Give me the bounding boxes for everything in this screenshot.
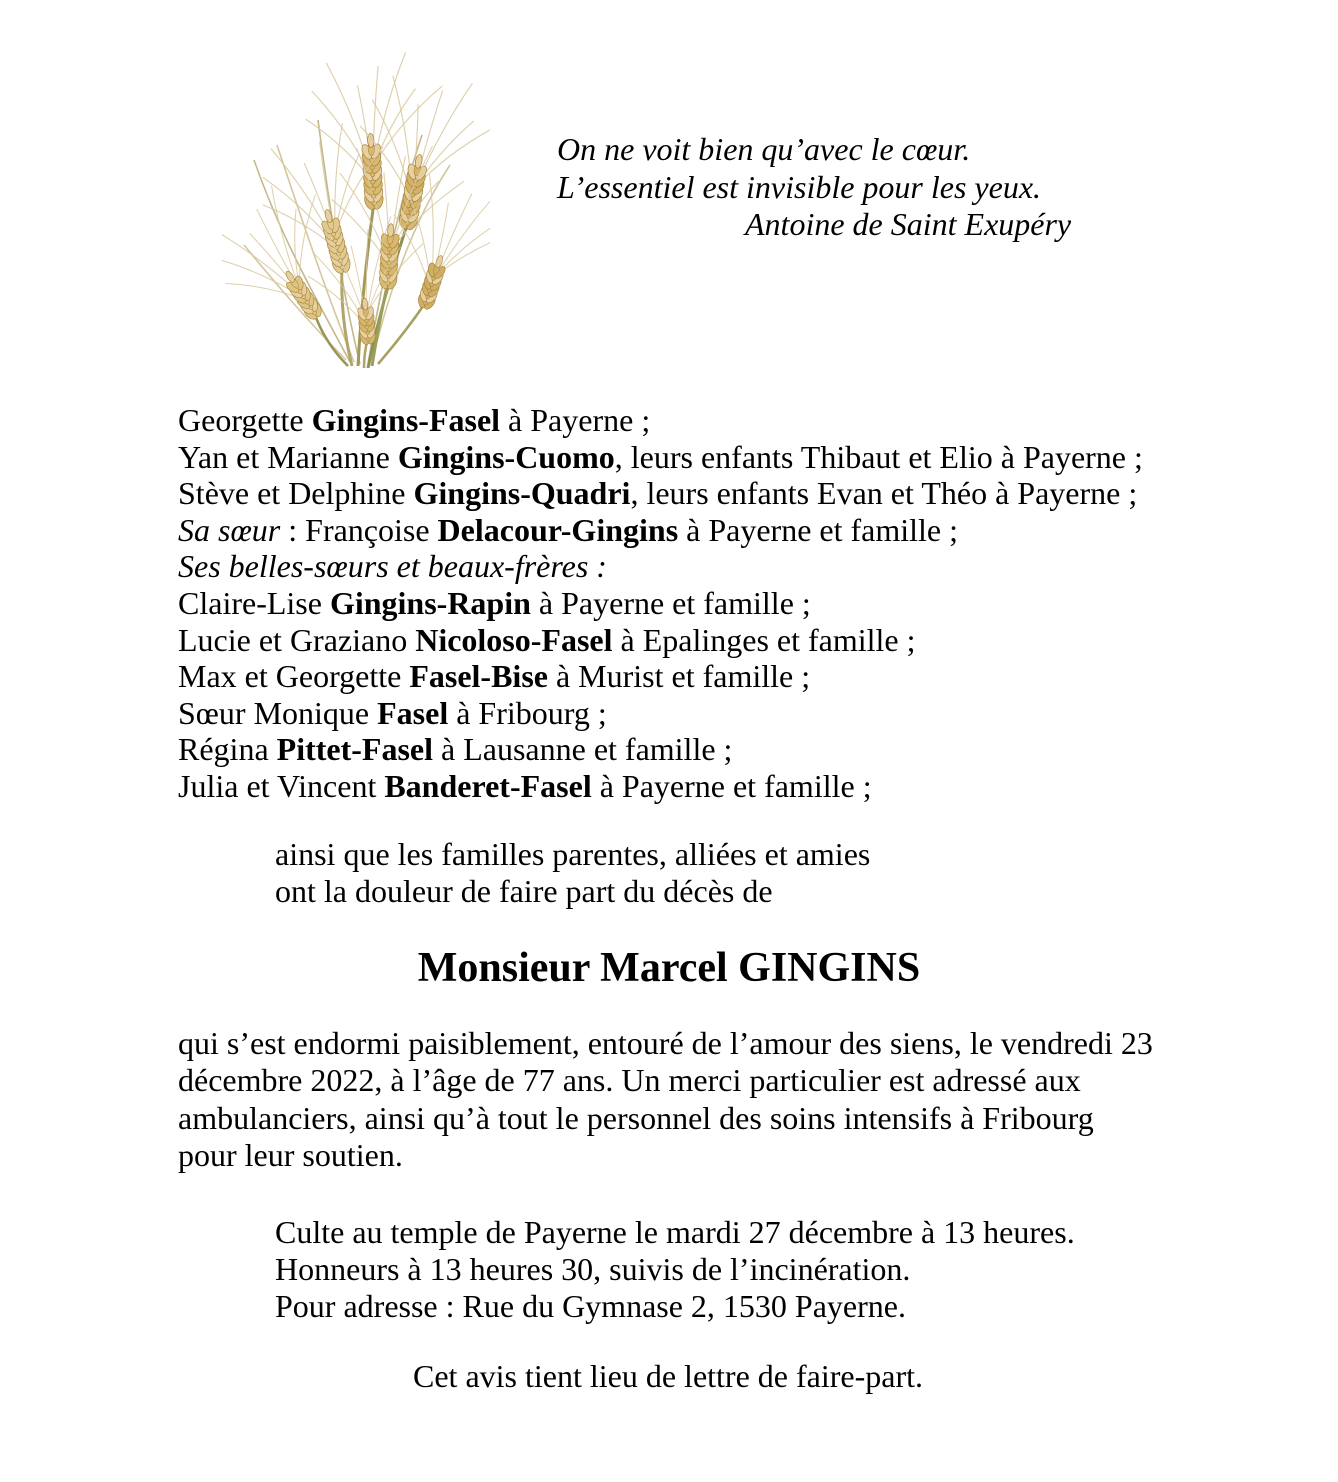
service-details-block (275, 1214, 1075, 1325)
deceased-name-title: Monsieur Marcel GINGINS (417, 945, 921, 991)
quote-line-2: L’essentiel est invisible pour les yeux. (557, 168, 1042, 205)
family-text: à Fribourg ; (448, 694, 607, 731)
death-notice-paragraph (178, 1025, 1153, 1174)
announcement-block (275, 836, 870, 910)
family-list-line (178, 475, 1143, 512)
family-text: Sa sœur (178, 511, 281, 548)
quote-attribution: Antoine de Saint Exupéry (745, 206, 1072, 242)
family-text: à Payerne ; (500, 402, 651, 438)
family-list-line (178, 585, 1143, 622)
epigraph-quote (557, 131, 1071, 244)
family-list-line (178, 768, 1143, 805)
family-name-bold: Gingins-Fasel (311, 402, 501, 438)
family-text: , leurs enfants Evan et Théo à Payerne ; (630, 475, 1138, 512)
family-text: Sœur Monique (178, 694, 378, 731)
family-text: Ses belles-sœurs et beaux-frères : (178, 548, 607, 585)
family-list-line (178, 402, 1143, 439)
family-text: à Payerne et famille ; (678, 511, 959, 548)
family-list-line (178, 622, 1143, 659)
family-text: Georgette (178, 402, 312, 438)
family-name-bold: Banderet-Fasel (384, 767, 592, 804)
family-text: à Payerne et famille ; (591, 767, 872, 804)
wheat-bouquet-image (222, 50, 490, 368)
text-line: pour leur soutien. (178, 1136, 403, 1173)
closing-line: Cet avis tient lieu de lettre de faire-part. (413, 1358, 923, 1394)
family-name-bold: Gingins-Cuomo (397, 438, 615, 475)
family-text: à Epalinges et famille ; (612, 621, 916, 658)
text-line: ambulanciers, ainsi qu’à tout le personnel des soins intensifs à Fribourg (178, 1099, 1094, 1136)
text-line: ainsi que les familles parentes, alliées et amies (275, 836, 871, 872)
text-line: qui s’est endormi paisiblement, entouré de l’amour des siens, le vendredi 23 (178, 1025, 1153, 1061)
family-list-line (178, 695, 1143, 732)
family-text: Régina (178, 731, 277, 768)
family-text: Julia et Vincent (178, 767, 385, 804)
text-line: décembre 2022, à l’âge de 77 ans. Un merci particulier est adressé aux (178, 1062, 1081, 1099)
family-name-bold: Gingins-Rapin (329, 584, 531, 621)
family-name-bold: Fasel-Bise (409, 658, 548, 695)
family-list-line (178, 512, 1143, 549)
text-line: Pour adresse : Rue du Gymnase 2, 1530 Payerne. (275, 1288, 906, 1324)
text-line: ont la douleur de faire part du décès de (275, 873, 773, 909)
family-name-bold: Nicoloso-Fasel (415, 621, 613, 658)
family-text: , leurs enfants Thibaut et Elio à Payerne ; (614, 438, 1143, 475)
family-name-bold: Pittet-Fasel (276, 731, 433, 768)
family-text: Claire-Lise (178, 584, 330, 621)
family-text: : Françoise (280, 511, 438, 548)
family-list (178, 402, 1143, 805)
family-text: à Murist et famille ; (547, 658, 811, 695)
quote-line-1: On ne voit bien qu’avec le cœur. (557, 131, 971, 167)
family-list-line (178, 731, 1143, 768)
text-line: Culte au temple de Payerne le mardi 27 décembre à 13 heures. (275, 1214, 1075, 1250)
family-list-line (178, 439, 1143, 476)
family-text: à Payerne et famille ; (530, 584, 811, 621)
wheat-image-svg (222, 50, 490, 368)
text-line: Honneurs à 13 heures 30, suivis de l’incinération. (275, 1251, 911, 1287)
family-name-bold: Fasel (377, 694, 449, 731)
family-text: Max et Georgette (178, 658, 410, 695)
family-name-bold: Delacour-Gingins (437, 511, 679, 548)
family-text: Stève et Delphine (178, 475, 414, 512)
family-list-line (178, 548, 1143, 585)
family-list-line (178, 658, 1143, 695)
family-text: Lucie et Graziano (178, 621, 416, 658)
family-text: à Lausanne et famille ; (433, 731, 733, 768)
family-name-bold: Gingins-Quadri (413, 475, 631, 512)
family-text: Yan et Marianne (178, 438, 398, 475)
